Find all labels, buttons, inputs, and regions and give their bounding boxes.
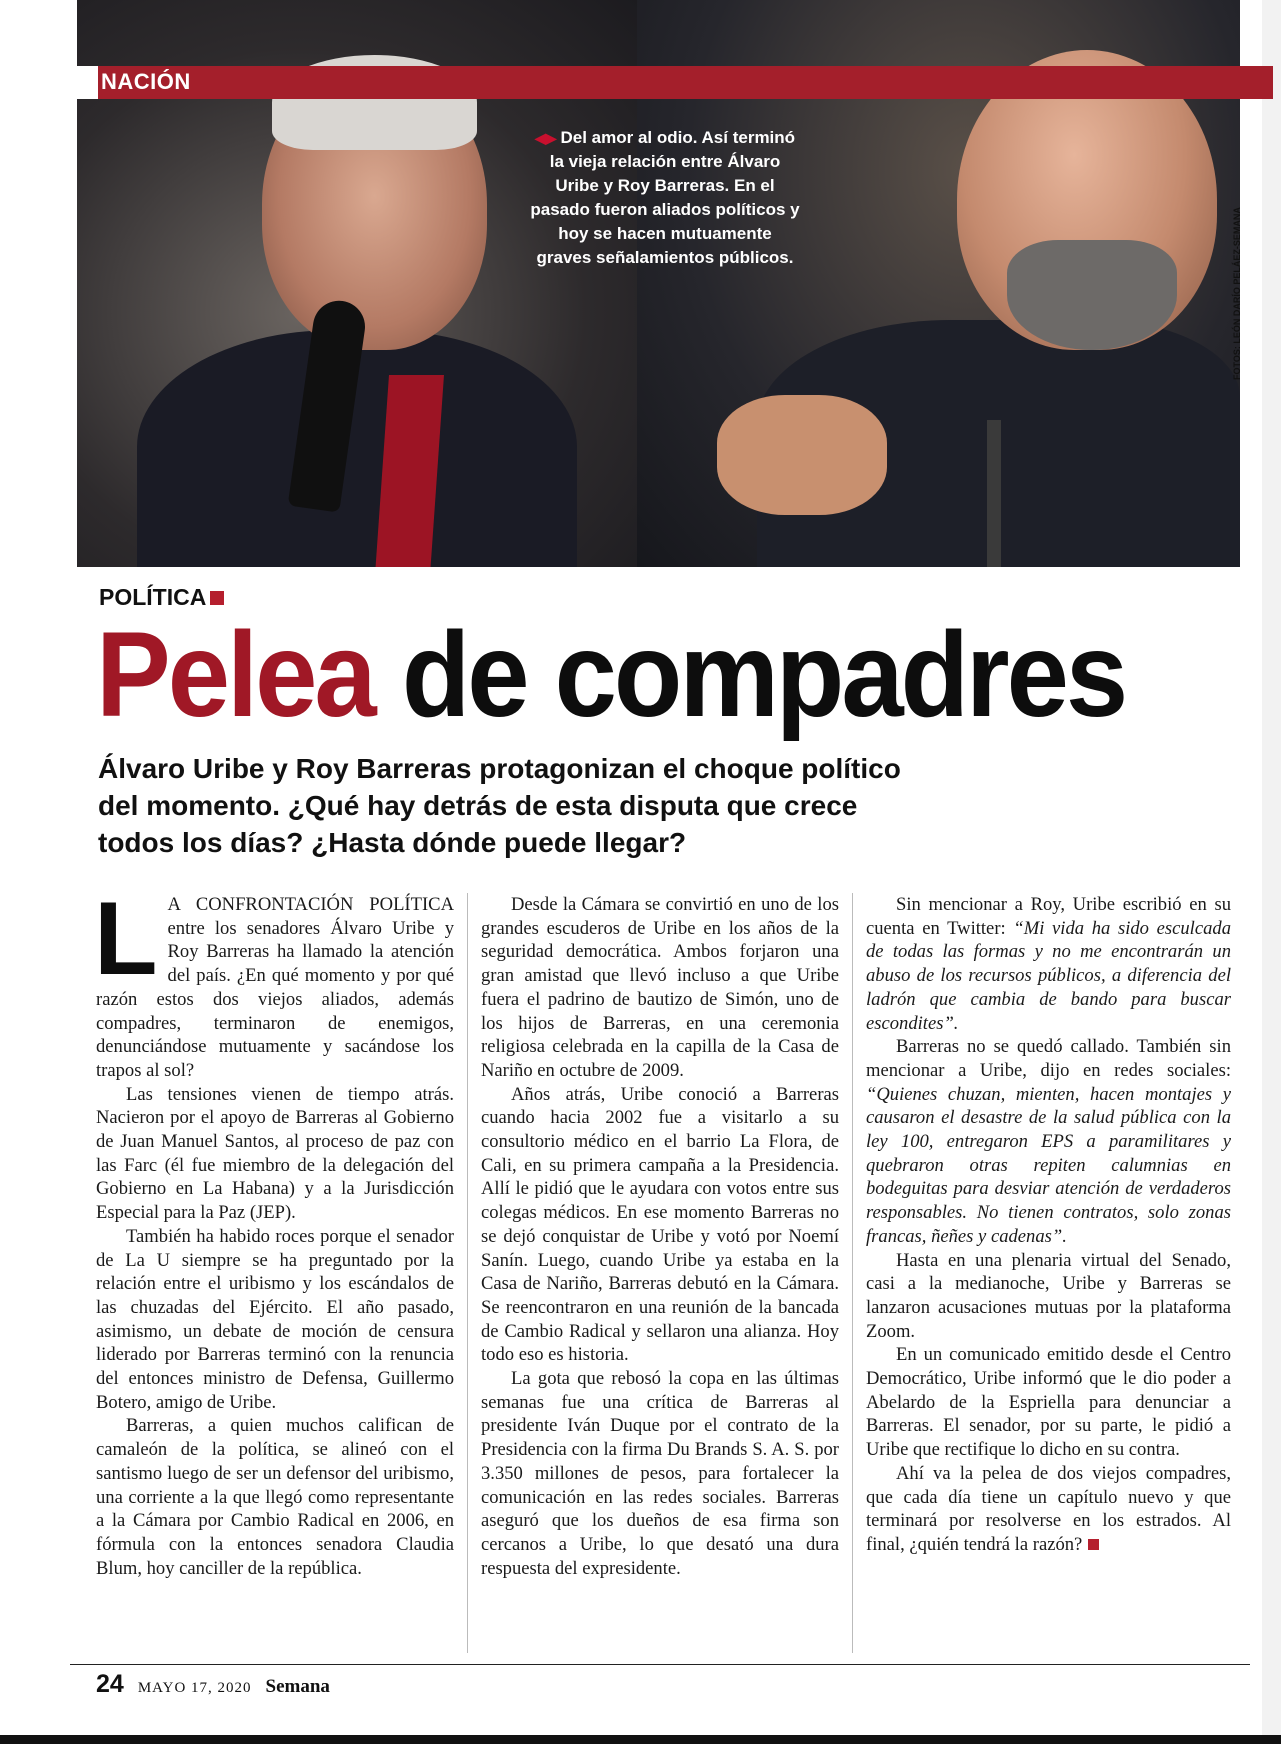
paragraph-text: Barreras no se quedó callado. También sin mencionar a Uribe, dijo en redes sociales:	[866, 1036, 1231, 1081]
paragraph: La gota que rebosó la copa en las últimas semanas fue una crítica de Barreras al presidente Iván Duque por el contrato de la Presidencia con la firma Du Brands S. A. S. por 3.350 millones de pesos, para fortalecer la comunicación en las redes sociales. Barreras aseguró que los dueños de esa firma son cercanos a Uribe, lo que desató una dura respuesta del expresidente.	[481, 1368, 839, 1579]
headline-part-1: Pelea	[96, 606, 374, 742]
barreras-beard	[1007, 240, 1177, 350]
paragraph: Barreras, a quien muchos califican de camaleón de la política, se alineó con el santismo luego de ser un defensor del uribismo, una corriente a la que llegó como representante a la Cámara por Cambio Radical en 2006, en fórmula con la entonces senadora Claudia Blum, hoy canciller de la república.	[96, 1415, 454, 1579]
end-mark-icon	[1088, 1539, 1099, 1550]
page-footer	[96, 1670, 330, 1699]
paragraph	[94, 881, 454, 1083]
drop-cap: L	[94, 881, 158, 997]
section-label: NACIÓN	[101, 69, 191, 94]
paragraph: Las tensiones vienen de tiempo atrás. Nacieron por el apoyo de Barreras al Gobierno de Juan Manuel Santos, al proceso de paz con las Farc (él fue miembro de la delegación del Gobierno en La Habana) y a la Jurisdicción Especial para la Paz (JEP).	[96, 1083, 454, 1224]
arrows-icon: ◀▶	[534, 130, 557, 146]
photo-caption	[530, 126, 800, 270]
paragraph	[866, 893, 1231, 1035]
page-edge	[1262, 0, 1281, 1744]
column-divider	[467, 893, 468, 1653]
desk-microphone	[987, 420, 1001, 567]
issue-date: MAYO 17, 2020	[137, 1680, 252, 1696]
barreras-hand	[717, 395, 887, 515]
red-square-icon	[210, 591, 224, 605]
paragraph	[866, 1035, 1231, 1248]
section-notch	[77, 66, 98, 99]
uribe-quote: “Mi vida ha sido esculcada de todas las formas y no me encontrarán un abuso de los recursos públicos, a diferencia del ladrón que cambia de bando para buscar escondites”.	[866, 917, 1231, 1034]
paragraph	[866, 1462, 1231, 1557]
photo-credit: FOTOS: LEÓN DARÍO PELÁEZ-SEMANA	[1232, 207, 1242, 380]
paragraph: También ha habido roces porque el senador de La U siempre se ha preguntado por la relación entre el uribismo y los escándalos de las chuzadas del Ejército. El año pasado, asimismo, un debate de moción de censura liderado por Barreras terminó con la renuncia del entonces ministro de Defensa, Guillermo Botero, amigo de Uribe.	[96, 1225, 454, 1413]
photo-caption-text: Del amor al odio. Así terminó la vieja relación entre Álvaro Uribe y Roy Barreras. En el pasado fueron aliados políticos y hoy se hacen mutuamente graves señalamientos públicos.	[530, 128, 800, 267]
barreras-quote: “Quienes chuzan, mienten, hacen montajes y causaron el desastre de la salud pública con la ley 100, entregaron EPS a paramilitares y quebraron otras repiten calumnias en bodeguitas para desviar atención de verdaderos responsables. No tienen contratos, solo zonas francas, ñeñes y cadenas”.	[866, 1083, 1231, 1247]
paragraph-text: Ahí va la pelea de dos viejos compadres, que cada día tiene un capítulo nuevo y que terminará por resolverse en los estrados. Al final, ¿quién tendrá la razón?	[866, 1462, 1231, 1555]
paragraph: Desde la Cámara se convirtió en uno de los grandes escuderos de Uribe en los años de la seguridad democrática. Ambos forjaron una gran amistad que llevó incluso a que Uribe fuera el padrino de bautizo de Simón, uno de los hijos de Barreras, en una ceremonia religiosa celebrada en la capilla de la Casa de Nariño en octubre de 2009.	[481, 894, 839, 1081]
footer-rule	[70, 1664, 1250, 1665]
headline-part-2: de compadres	[401, 606, 1126, 742]
scan-bottom-edge	[0, 1735, 1281, 1744]
page-number: 24	[96, 1670, 124, 1698]
body-column-3	[866, 893, 1231, 1557]
magazine-name: Semana	[265, 1676, 330, 1697]
paragraph: Años atrás, Uribe conoció a Barreras cuando hacia 2002 fue a visitarlo a su consultorio médico en el barrio La Flora, de Cali, en su primera campaña a la Presidencia. Allí le pidió que le ayudara con votos entre sus colegas médicos. En ese momento Barreras no se dejó conquistar de Uribe y votó por Noemí Sanín. Luego, cuando Uribe ya estaba en la Casa de Nariño, Barreras debutó en la Cámara. Se reencontraron en una reunión de la bancada de Cambio Radical y sellaron una alianza. Hoy todo eso es historia.	[481, 1083, 839, 1366]
body-column-2	[481, 893, 839, 1580]
headline	[96, 606, 1276, 742]
paragraph-text: A CONFRONTACIÓN POLÍTICA entre los senadores Álvaro Uribe y Roy Barreras ha llamado la atención del país. ¿En qué momento y por qué razón estos dos viejos aliados, además compadres, terminaron de enemigos, denunciándose mutuamente y sacándose los trapos al sol?	[96, 894, 454, 1081]
section-bar	[77, 66, 1273, 99]
body-column-1	[94, 881, 454, 1580]
column-divider	[852, 893, 853, 1653]
paragraph: Hasta en una plenaria virtual del Senado, casi a la medianoche, Uribe y Barreras se lanzaron acusaciones mutuas por la plataforma Zoom.	[866, 1249, 1231, 1342]
kicker-text: POLÍTICA	[99, 584, 207, 610]
paragraph: En un comunicado emitido desde el Centro Democrático, Uribe informó que le dio poder a Abelardo de la Espriella para denunciar a Barreras. El senador, por su parte, le pidió a Uribe que rectifique lo dicho en su contra.	[866, 1344, 1231, 1461]
paragraph-text: Sin mencionar a Roy, Uribe escribió en su cuenta en Twitter:	[866, 894, 1231, 939]
dek: Álvaro Uribe y Roy Barreras protagonizan el choque político del momento. ¿Qué hay detrás de esta disputa que crece todos los días? ¿Hasta dónde puede llegar?	[98, 753, 901, 858]
